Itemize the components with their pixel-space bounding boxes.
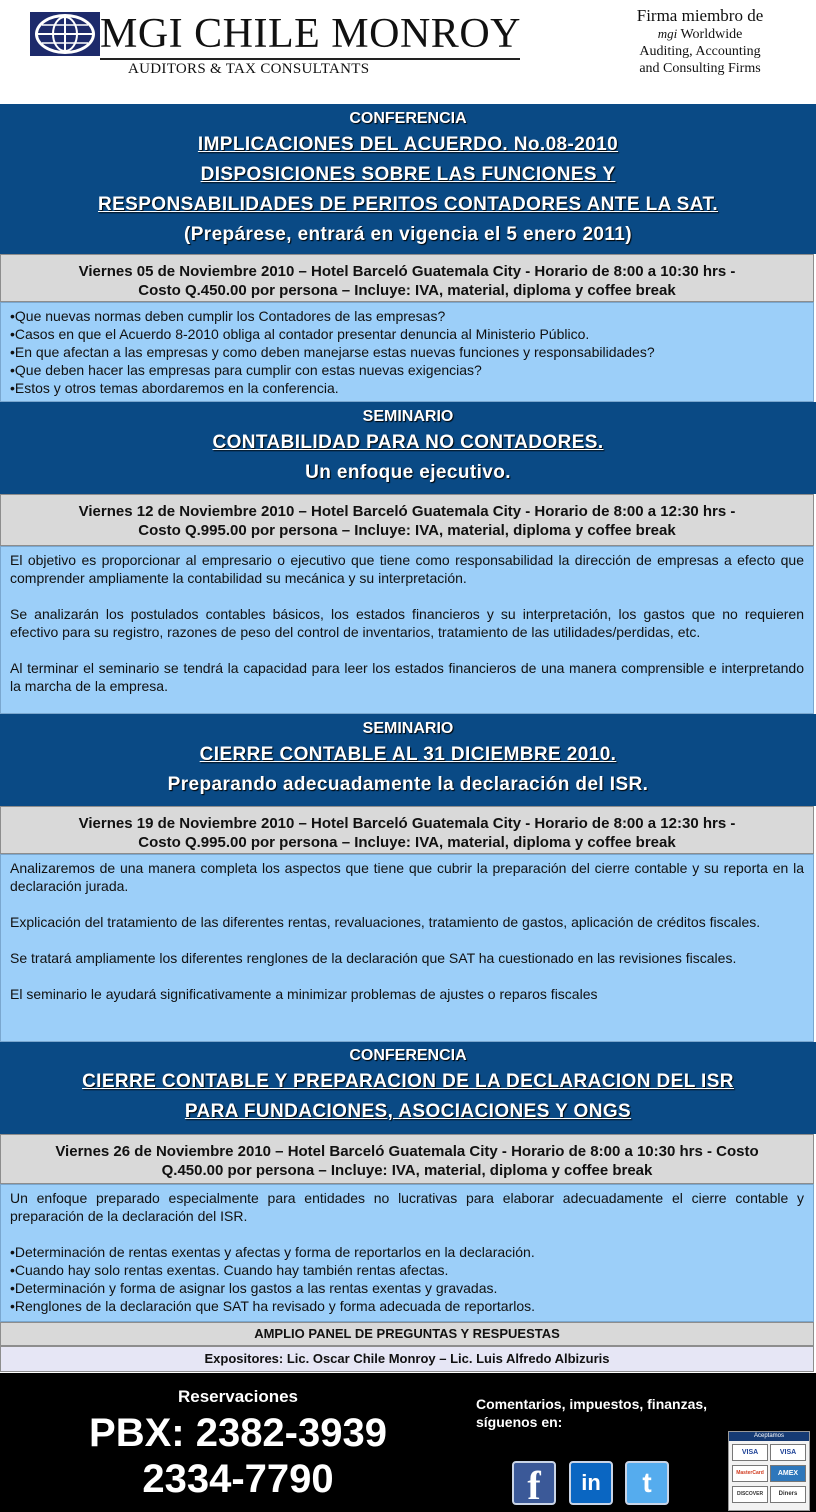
event-2-header (0, 402, 816, 494)
event-2-kind: SEMINARIO (362, 408, 454, 425)
discover-card-icon: DISCOVER (732, 1486, 768, 1503)
linkedin-icon[interactable]: in (569, 1461, 613, 1505)
speakers-banner: Expositores: Lic. Oscar Chile Monroy – Lic. Luis Alfredo Albizuris (0, 1346, 814, 1372)
event-1-kind: CONFERENCIA (349, 110, 467, 127)
reservations-label: Reservaciones (177, 1387, 299, 1406)
visa-card-icon-2: VISA (770, 1444, 806, 1461)
event-4-intro: Un enfoque preparado especialmente para entidades no lucrativas para elaborar adecuadamente el cierre contable y preparación de la declaración del ISR. (10, 1190, 804, 1224)
event-1-bullet-1: •Que nuevas normas deben cumplir los Contadores de las empresas? (10, 308, 446, 324)
event-1-subtitle: (Prepárese, entrará en vigencia el 5 enero 2011) (184, 224, 632, 245)
event-1-title-line-1: IMPLICACIONES DEL ACUERDO. No.08-2010 (197, 134, 619, 155)
member-line-4: and Consulting Firms (639, 61, 761, 76)
event-2-paragraph-1: El objetivo es proporcionar al empresario o ejecutivo que tiene como responsabilidad la dirección de empresas a efecto que comprender ampliamente la contabilidad su mecánica y su interpretación. (10, 552, 804, 586)
diners-card-icon: Diners (770, 1486, 806, 1503)
mgi-mark: mgi (657, 26, 678, 41)
event-3-subtitle: Preparando adecuadamente la declaración del ISR. (167, 774, 649, 795)
event-2-info-line-1: Viernes 12 de Noviembre 2010 – Hotel Barceló Guatemala City - Horario de 8:00 a 12:30 hrs - (78, 503, 736, 520)
event-2-info (0, 494, 814, 546)
event-3-paragraph-3: Se tratará ampliamente los diferentes renglones de la declaración que SAT ha cuestionado en las revisiones fiscales. (10, 950, 737, 966)
visa-card-icon: VISA (732, 1444, 768, 1461)
event-4-header (0, 1042, 816, 1134)
event-1-info (0, 254, 814, 302)
event-4-bullet-2: •Cuando hay solo rentas exentas. Cuando hay también rentas afectas. (10, 1262, 449, 1278)
event-3-info-line-2: Costo Q.995.00 por persona – Incluye: IVA, material, diploma y coffee break (138, 834, 676, 851)
event-3-info (0, 806, 814, 854)
social-invite (476, 1395, 756, 1431)
event-2-paragraph-2: Se analizarán los postulados contables básicos, los estados financieros y su interpretación, los gastos que no requieren efectivo para su registro, razones de peso del control de inventarios, tratamiento de las utilidades/perdidas, etc. (10, 606, 804, 640)
globe-logo-icon (30, 12, 100, 56)
event-3-title: CIERRE CONTABLE AL 31 DICIEMBRE 2010. (199, 744, 617, 765)
event-3-header (0, 714, 816, 806)
social-invite-line-2: síguenos en: (476, 1414, 563, 1430)
mastercard-icon: MasterCard (732, 1465, 768, 1482)
payment-cards (728, 1431, 810, 1511)
event-2-description (0, 546, 814, 714)
brand-subtitle: AUDITORS & TAX CONSULTANTS (128, 61, 370, 77)
member-firm-note (600, 6, 800, 77)
event-2-subtitle: Un enfoque ejecutivo. (305, 462, 511, 483)
event-4-title-line-1: CIERRE CONTABLE Y PREPARACION DE LA DECLARACION DEL ISR (82, 1071, 734, 1092)
event-2-info-line-2: Costo Q.995.00 por persona – Incluye: IVA, material, diploma y coffee break (138, 522, 676, 539)
event-1-bullet-4: •Que deben hacer las empresas para cumplir con estas nuevas exigencias? (10, 362, 482, 378)
event-4-bullet-3: •Determinación y forma de asignar los gastos a las rentas exentas y gravadas. (10, 1280, 498, 1296)
brand-name: MGI CHILE MONROY (100, 11, 521, 57)
event-3-kind: SEMINARIO (362, 720, 454, 737)
event-1-bullet-2: •Casos en que el Acuerdo 8-2010 obliga al contador presentar denuncia al Ministerio Público. (10, 326, 590, 342)
member-worldwide: Worldwide (680, 27, 743, 42)
event-3-description (0, 854, 814, 1042)
event-4-bullet-1: •Determinación de rentas exentas y afectas y forma de reportarlos en la declaración. (10, 1244, 535, 1260)
event-3-paragraph-2: Explicación del tratamiento de las diferentes rentas, revaluaciones, tratamiento de gastos, aplicación de créditos fiscales. (10, 914, 761, 930)
event-1-bullet-5: •Estos y otros temas abordaremos en la conferencia. (10, 380, 339, 396)
page-footer (0, 1373, 816, 1512)
event-1-info-line-2: Costo Q.450.00 por persona – Incluye: IVA, material, diploma y coffee break (138, 282, 676, 299)
event-1-info-line-1: Viernes 05 de Noviembre 2010 – Hotel Barceló Guatemala City - Horario de 8:00 a 10:30 hrs - (78, 263, 736, 280)
event-4-bullet-4: •Renglones de la declaración que SAT ha revisado y forma adecuada de reportarlos. (10, 1298, 536, 1314)
facebook-icon[interactable]: f (512, 1461, 556, 1505)
member-line-1: Firma miembro de (636, 6, 764, 25)
event-4-info-line-2: Q.450.00 por persona – Incluye: IVA, material, diploma y coffee break (161, 1162, 653, 1179)
event-3-paragraph-1: Analizaremos de una manera completa los aspectos que tiene que cubrir la preparación del cierre contable y su reporta en la declaración jurada. (10, 860, 804, 894)
event-4-kind: CONFERENCIA (349, 1047, 467, 1064)
member-line-3: Auditing, Accounting (639, 44, 761, 59)
event-1-description (0, 302, 814, 402)
event-2-paragraph-3: Al terminar el seminario se tendrá la capacidad para leer los estados financieros de una manera comprensible e interpretando la marcha de la empresa. (10, 660, 804, 694)
event-2-title: CONTABILIDAD PARA NO CONTADORES. (212, 432, 604, 453)
event-1-title-line-2: DISPOSICIONES SOBRE LAS FUNCIONES Y (200, 164, 616, 185)
event-1-header (0, 104, 816, 254)
event-3-paragraph-4: El seminario le ayudará significativamente a minimizar problemas de ajustes o reparos fiscales (10, 986, 598, 1002)
event-4-info-line-1: Viernes 26 de Noviembre 2010 – Hotel Barceló Guatemala City - Horario de 8:00 a 10:30 hrs - Costo (55, 1143, 759, 1160)
twitter-icon[interactable]: t (625, 1461, 669, 1505)
phone-secondary[interactable]: 2334-7790 (142, 1457, 334, 1501)
event-3-info-line-1: Viernes 19 de Noviembre 2010 – Hotel Barceló Guatemala City - Horario de 8:00 a 12:30 hrs - (78, 815, 736, 832)
event-1-title-line-3: RESPONSABILIDADES DE PERITOS CONTADORES ANTE LA SAT. (97, 194, 719, 215)
page-header (0, 0, 816, 104)
event-1-bullet-3: •En que afectan a las empresas y como deben manejarse estas nuevas funciones y responsabilidades? (10, 344, 655, 360)
amex-card-icon: AMEX (770, 1465, 806, 1482)
social-invite-line-1: Comentarios, impuestos, finanzas, (476, 1396, 708, 1412)
event-4-info (0, 1134, 814, 1184)
member-line-2 (600, 26, 800, 43)
brand-divider (100, 58, 520, 60)
phone-pbx[interactable]: PBX: 2382-3939 (89, 1411, 387, 1455)
qa-panel-banner: AMPLIO PANEL DE PREGUNTAS Y RESPUESTAS (0, 1322, 814, 1346)
cards-header: Aceptamos (729, 1432, 809, 1441)
event-4-title-line-2: PARA FUNDACIONES, ASOCIACIONES Y ONGS (184, 1101, 632, 1122)
event-4-description (0, 1184, 814, 1322)
